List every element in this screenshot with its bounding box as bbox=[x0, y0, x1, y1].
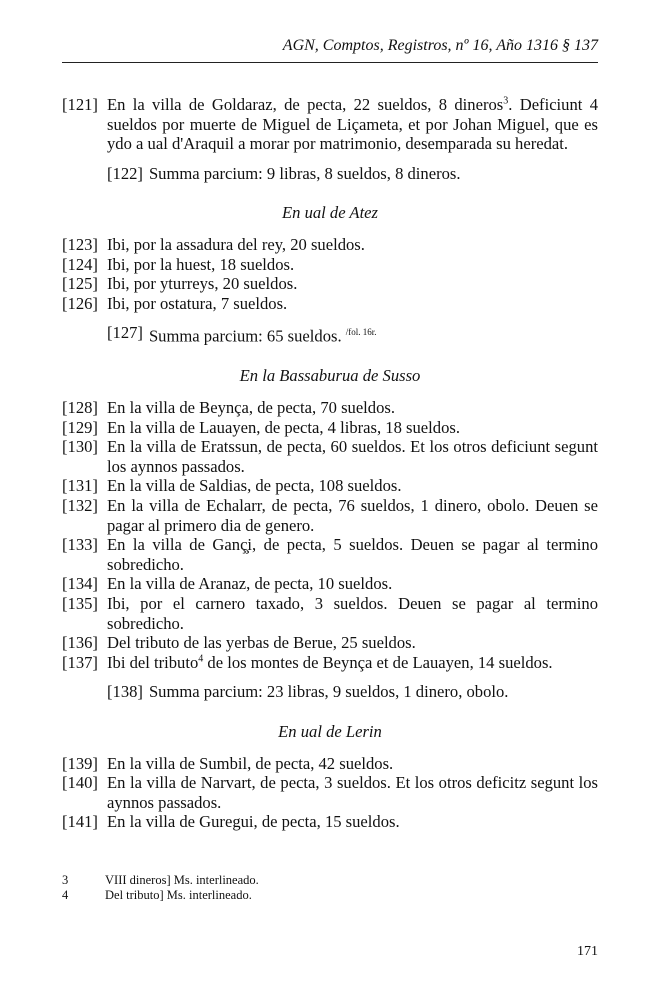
entry-text-main: En la villa de Echalarr, de pecta, 76 sueldos, 1 dinero, obolo. Deuen se pagar al primero dia de genero. bbox=[107, 496, 598, 535]
entry-text-main: En la villa de Narvart, de pecta, 3 sueldos. Et los otros deficitz segunt los aynnos passados. bbox=[107, 773, 598, 812]
entry-number: [136] bbox=[62, 633, 98, 653]
entry-number: [133] bbox=[62, 535, 98, 555]
entry-text bbox=[107, 437, 598, 476]
footnote-number: 4 bbox=[62, 888, 69, 902]
entry-text-main: En la villa de Lauayen, de pecta, 4 libras, 18 sueldos. bbox=[107, 417, 460, 437]
entry-item bbox=[62, 574, 598, 594]
footnote-ref: 4 bbox=[198, 653, 204, 665]
entry-text bbox=[107, 633, 598, 653]
footnote-ref: 3 bbox=[503, 95, 509, 107]
folio-marker: /fol. 16r. bbox=[345, 327, 377, 338]
entry-text-main: Summa parcium: 65 sueldos. bbox=[148, 326, 346, 346]
entry-text-main: Ibi del tributo bbox=[107, 652, 199, 672]
footnote-number: 3 bbox=[62, 873, 69, 887]
entry-text bbox=[107, 496, 598, 535]
footnote-text: Del tributo] Ms. interlineado. bbox=[105, 888, 252, 902]
entry-item bbox=[62, 633, 598, 653]
entry-number: [134] bbox=[62, 574, 98, 594]
entry-text bbox=[107, 535, 598, 574]
entry-text-main: Del tributo de las yerbas de Berue, 25 sueldos. bbox=[107, 633, 416, 653]
entry-text bbox=[107, 95, 598, 154]
entry-number: [138] bbox=[107, 682, 143, 702]
section-title: En ual de Lerin bbox=[278, 721, 382, 741]
entry-text-main: En la villa de Ganç̧i, de pecta, 5 sueldos. Deuen se pagar al termino sobredicho. bbox=[107, 535, 598, 574]
entry-number: [127] bbox=[107, 323, 143, 343]
entry-item bbox=[62, 398, 598, 418]
entry-text bbox=[107, 773, 598, 812]
entry-text-cont: . Deficiunt 4 sueldos por muerte de Miguel de Liçameta, et por Johan Miguel, que es ydo a ual d'Araquil a morar por matrimonio, desemparada su heredat. bbox=[107, 95, 598, 154]
entry-number: [126] bbox=[62, 293, 98, 313]
entry-text bbox=[149, 164, 598, 184]
entry-text bbox=[107, 274, 598, 294]
entry-text-main: Summa parcium: 23 libras, 9 sueldos, 1 dinero, obolo. bbox=[148, 682, 509, 702]
entry-number: [140] bbox=[62, 773, 98, 793]
entry-item bbox=[62, 235, 598, 255]
entry-item bbox=[62, 594, 598, 633]
entry-number: [122] bbox=[107, 163, 143, 183]
entry-text-main: En la villa de Beynça, de pecta, 70 sueldos. bbox=[107, 398, 395, 418]
entry-item bbox=[62, 294, 598, 314]
entry-text bbox=[107, 812, 598, 832]
entry-number: [130] bbox=[62, 437, 98, 457]
entry-text-main: Ibi, por la huest, 18 sueldos. bbox=[107, 254, 295, 274]
running-head: AGN, Comptos, Registros, nº 16, Año 1316 § 137 bbox=[282, 37, 598, 54]
entry-text bbox=[149, 323, 598, 346]
summa-line bbox=[107, 164, 598, 184]
header-rule bbox=[62, 62, 598, 63]
entry-text-main: Ibi, por la assadura del rey, 20 sueldos. bbox=[107, 234, 365, 254]
page-number: 171 bbox=[577, 944, 598, 959]
entry-item bbox=[62, 773, 598, 812]
section-title: En ual de Atez bbox=[281, 203, 378, 223]
entry-text-main: En la villa de Eratssun, de pecta, 60 sueldos. Et los otros deficiunt segunt los aynnos passados. bbox=[107, 437, 598, 476]
entry-text bbox=[107, 574, 598, 594]
entry-number: [141] bbox=[62, 812, 98, 832]
entry-item bbox=[62, 754, 598, 774]
entry-text-main: En la villa de Saldias, de pecta, 108 sueldos. bbox=[107, 476, 402, 496]
entry-text bbox=[149, 682, 598, 702]
body-text bbox=[62, 95, 598, 832]
entry-text-cont: de los montes de Beynça et de Lauayen, 14 sueldos. bbox=[203, 652, 553, 672]
entry-number: [132] bbox=[62, 496, 98, 516]
entry-text bbox=[107, 398, 598, 418]
entry-text-main: Ibi, por yturreys, 20 sueldos. bbox=[107, 274, 298, 294]
entry-item bbox=[62, 653, 598, 673]
entry-text-main: Ibi, por ostatura, 7 sueldos. bbox=[107, 293, 288, 313]
entry-text-main: Summa parcium: 9 libras, 8 sueldos, 8 dineros. bbox=[148, 163, 461, 183]
entry-item bbox=[62, 496, 598, 535]
entry-text bbox=[107, 255, 598, 275]
entry-text bbox=[107, 476, 598, 496]
entry-text bbox=[107, 235, 598, 255]
footnote-text: VIII dineros] Ms. interlineado. bbox=[105, 873, 259, 887]
section-title: En la Bassaburua de Susso bbox=[239, 366, 421, 386]
entry-item bbox=[62, 812, 598, 832]
entry-text bbox=[107, 294, 598, 314]
entry-item bbox=[62, 418, 598, 438]
entry-item bbox=[62, 255, 598, 275]
entry-text bbox=[107, 418, 598, 438]
entry-number: [139] bbox=[62, 753, 98, 773]
entry-text bbox=[107, 653, 598, 673]
entry-number: [135] bbox=[62, 594, 98, 613]
entry-text-main: Ibi, por el carnero taxado, 3 sueldos. Deuen se pagar al termino sobredicho. bbox=[107, 594, 598, 633]
entry-number: [124] bbox=[62, 254, 98, 274]
entry-item bbox=[62, 274, 598, 294]
entry-text bbox=[107, 594, 598, 633]
entry-text-main: En la villa de Aranaz, de pecta, 10 sueldos. bbox=[107, 574, 393, 594]
entry-number: [129] bbox=[62, 417, 98, 437]
entry-number: [137] bbox=[62, 652, 98, 672]
footnotes bbox=[62, 873, 598, 903]
entry-text-main: En la villa de Sumbil, de pecta, 42 sueldos. bbox=[107, 753, 394, 773]
entry-number: [121] bbox=[62, 95, 98, 114]
entry-number: [123] bbox=[62, 234, 98, 254]
entry-item bbox=[62, 476, 598, 496]
footnote bbox=[62, 888, 598, 903]
summa-line bbox=[107, 323, 598, 346]
entry-item bbox=[62, 95, 598, 154]
footnote bbox=[62, 873, 598, 888]
entry-number: [125] bbox=[62, 274, 98, 294]
entry-item bbox=[62, 535, 598, 574]
entry-text-main: En la villa de Goldaraz, de pecta, 22 sueldos, 8 dineros bbox=[107, 95, 504, 114]
entry-number: [131] bbox=[62, 476, 98, 496]
entry-text-main: En la villa de Guregui, de pecta, 15 sueldos. bbox=[107, 812, 400, 832]
entry-item bbox=[62, 437, 598, 476]
entry-text bbox=[107, 754, 598, 774]
summa-line bbox=[107, 682, 598, 702]
entry-number: [128] bbox=[62, 398, 98, 418]
